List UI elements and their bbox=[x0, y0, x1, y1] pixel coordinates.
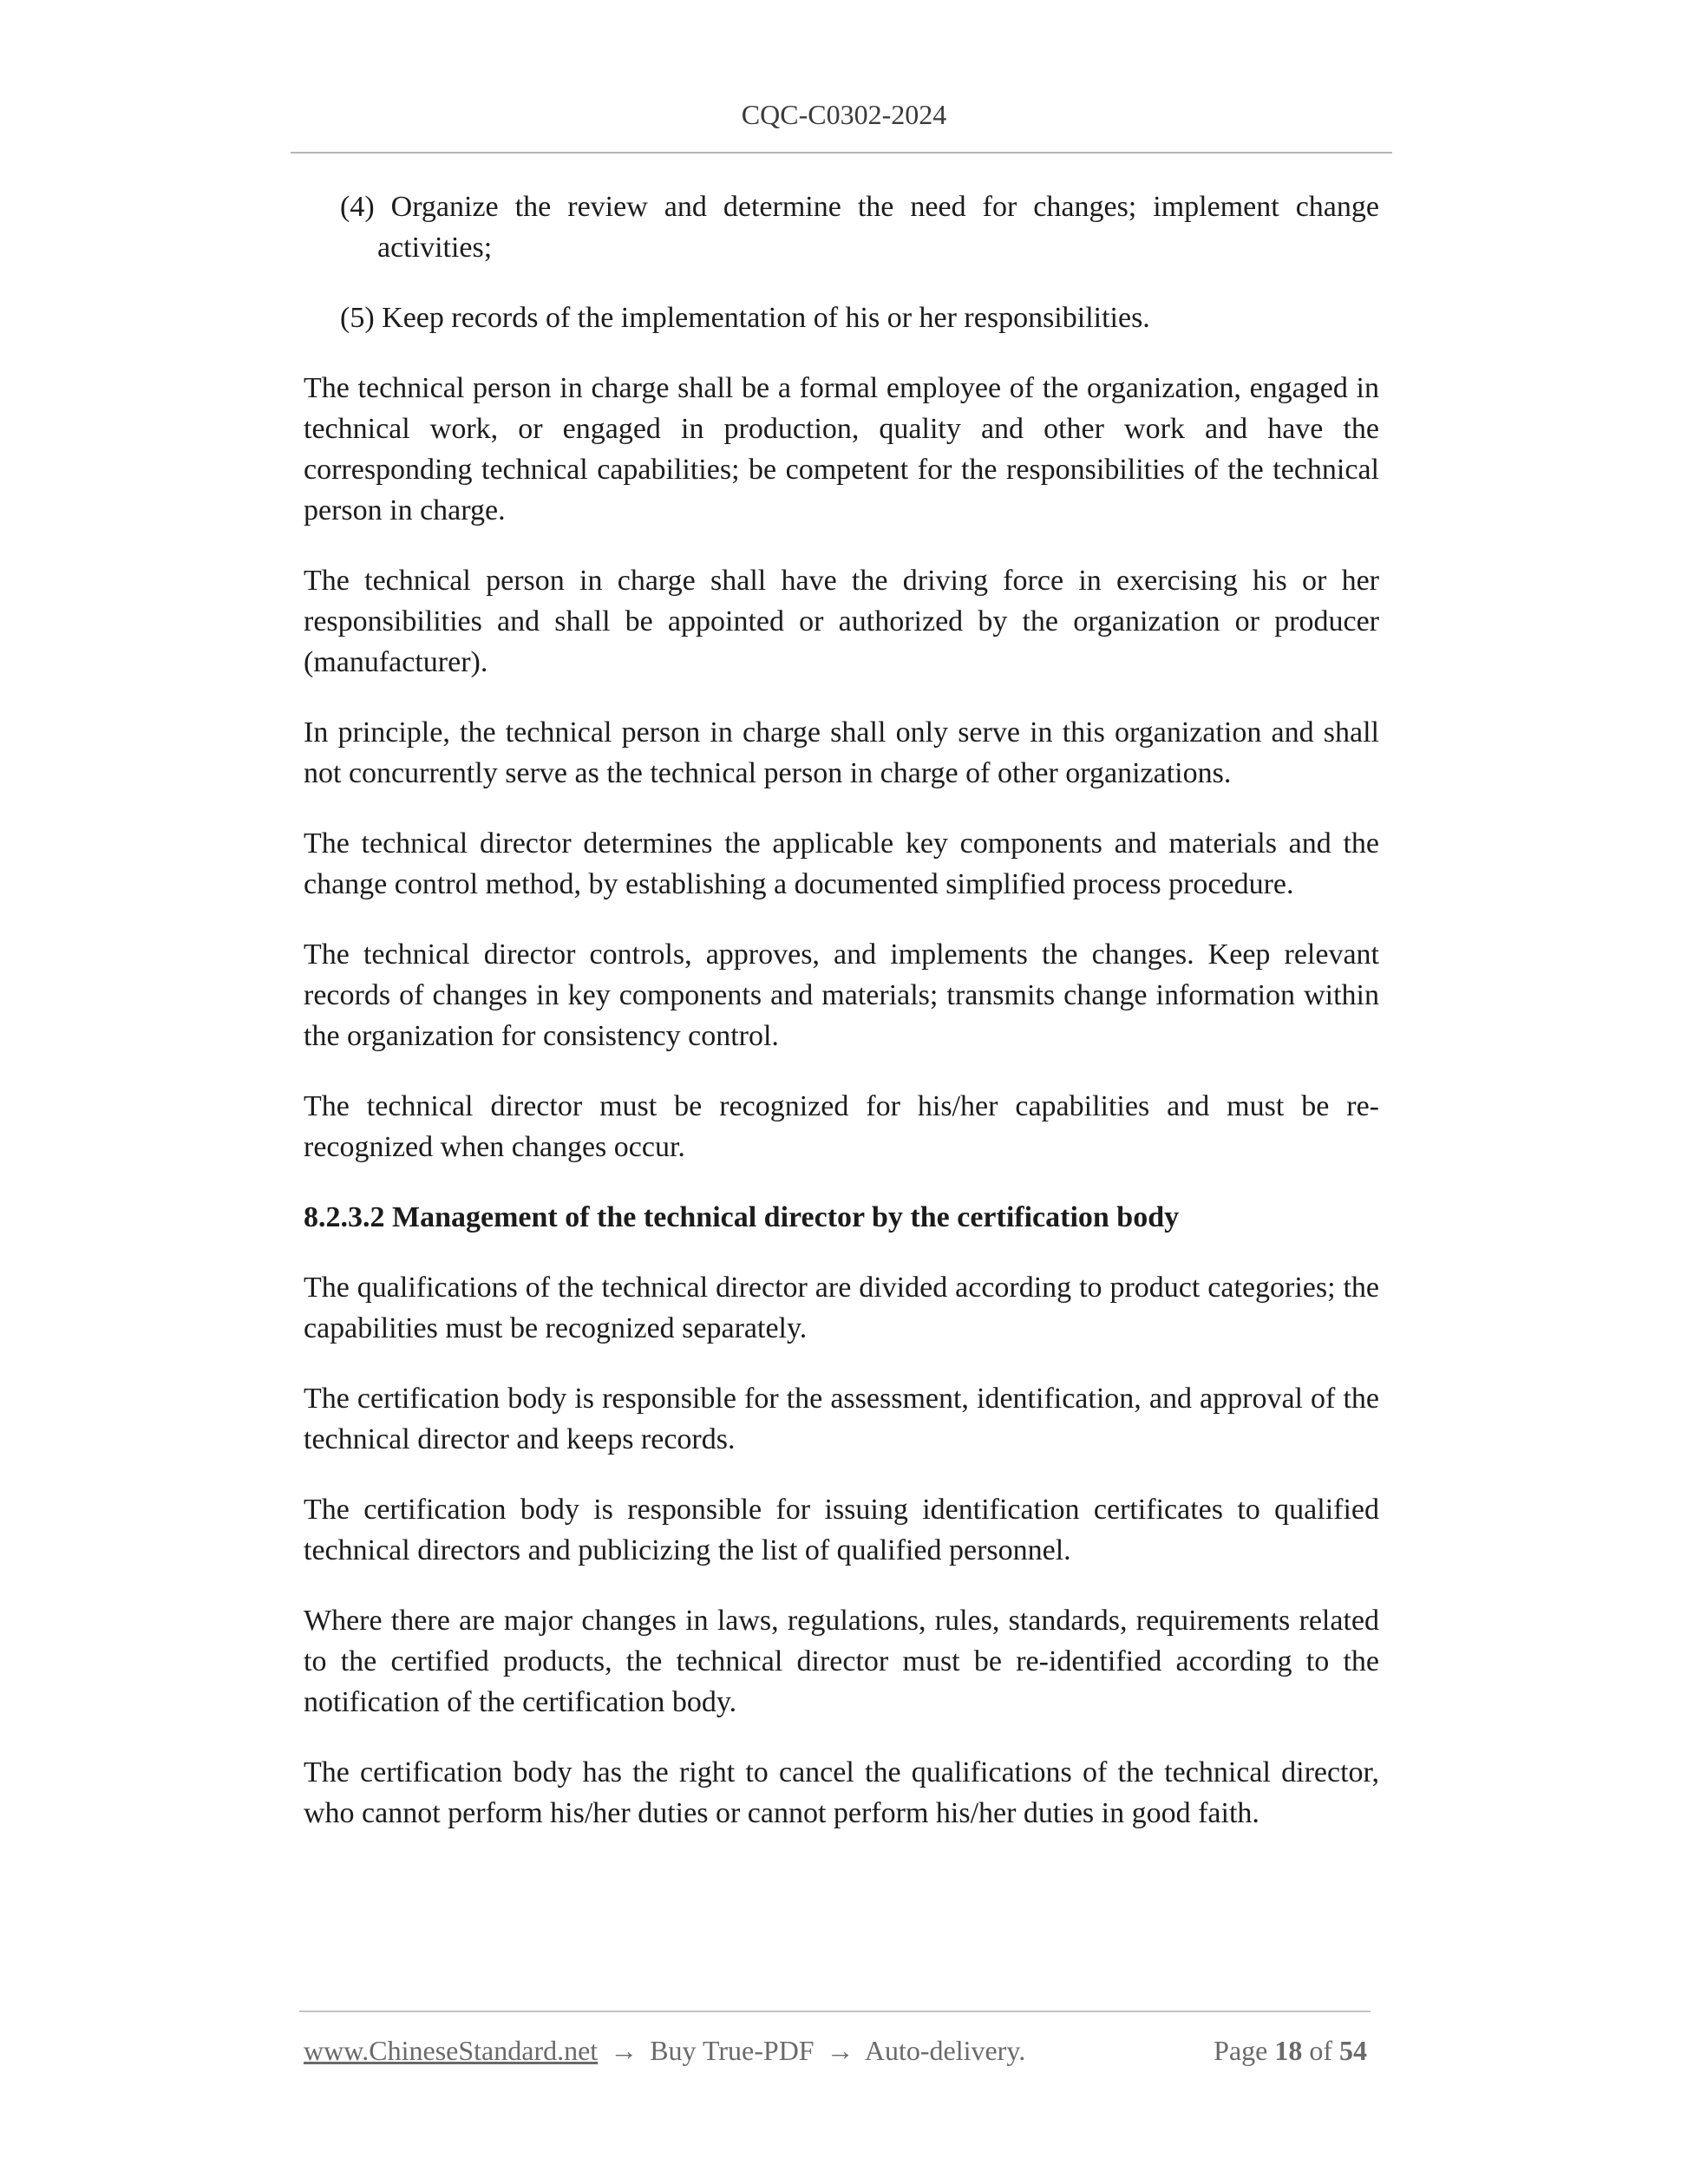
page-total: 54 bbox=[1339, 2035, 1367, 2066]
body-paragraph: The technical director controls, approves, and implements the changes. Keep relevant records of changes in key components and materials; transmits change information within the organization for consistency control. bbox=[304, 938, 1379, 1052]
body-paragraph: The certification body is responsible for the assessment, identification, and approval of the technical director and keeps records. bbox=[304, 1383, 1379, 1455]
footer-divider bbox=[299, 2011, 1371, 2012]
body-paragraph: The technical director must be recognized for his/her capabilities and must be re-recognized when changes occur. bbox=[304, 1090, 1379, 1163]
page-body bbox=[304, 186, 1379, 1863]
list-item: (5) Keep records of the implementation of his or her responsibilities. bbox=[340, 302, 1150, 334]
header-divider bbox=[291, 152, 1392, 154]
arrow-right-icon: → bbox=[826, 2035, 854, 2066]
body-paragraph: The certification body is responsible for issuing identification certificates to qualified technical directors and publicizing the list of qualified personnel. bbox=[304, 1494, 1379, 1566]
footer-promo bbox=[304, 2033, 1025, 2068]
body-paragraph: The technical person in charge shall be a formal employee of the organization, engaged in technical work, or engaged in production, quality and other work and have the corresponding technical capabilities; be competent for the responsibilities of the technical person in charge. bbox=[304, 372, 1379, 526]
document-code-header: CQC-C0302-2024 bbox=[741, 99, 947, 130]
page-of: of bbox=[1309, 2035, 1332, 2066]
list-item: (4) Organize the review and determine the need for changes; implement change activities; bbox=[340, 191, 1379, 264]
page-current: 18 bbox=[1274, 2035, 1303, 2066]
site-link[interactable]: www.ChineseStandard.net bbox=[304, 2035, 599, 2066]
auto-delivery-text: Auto-delivery. bbox=[864, 2035, 1026, 2066]
page-label: Page bbox=[1214, 2035, 1268, 2066]
page-number bbox=[1214, 2033, 1367, 2068]
buy-pdf-text: Buy True-PDF bbox=[650, 2035, 815, 2066]
body-paragraph: In principle, the technical person in charge shall only serve in this organization and shall not concurrently serve as the technical person in charge of other organizations. bbox=[304, 716, 1379, 789]
body-paragraph: The qualifications of the technical director are divided according to product categories; the capabilities must be recognized separately. bbox=[304, 1272, 1379, 1344]
arrow-right-icon: → bbox=[610, 2035, 638, 2066]
body-paragraph: The certification body has the right to cancel the qualifications of the technical director, who cannot perform his/her duties or cannot perform his/her duties in good faith. bbox=[304, 1756, 1379, 1829]
section-heading: 8.2.3.2 Management of the technical director by the certification body bbox=[304, 1201, 1180, 1233]
page-footer bbox=[304, 2033, 1367, 2068]
body-paragraph: The technical director determines the applicable key components and materials and the change control method, by establishing a documented simplified process procedure. bbox=[304, 827, 1379, 900]
body-paragraph: Where there are major changes in laws, regulations, rules, standards, requirements related to the certified products, the technical director must be re-identified according to the notification of the certification body. bbox=[304, 1605, 1379, 1718]
body-paragraph: The technical person in charge shall have the driving force in exercising his or her responsibilities and shall be appointed or authorized by the organization or producer (manufacturer). bbox=[304, 565, 1379, 678]
